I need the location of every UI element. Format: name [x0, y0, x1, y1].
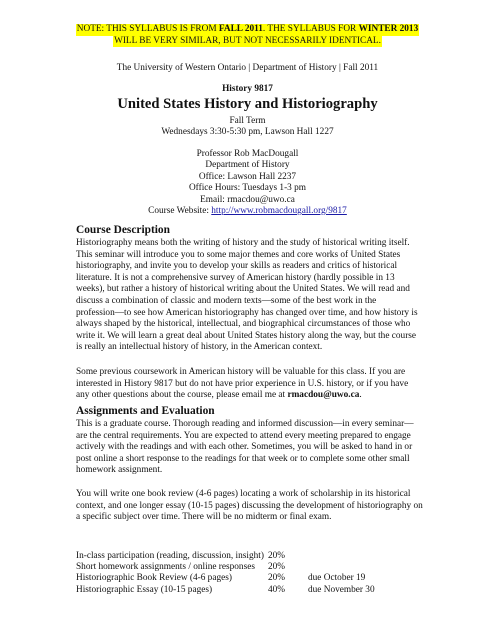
- paragraph-line: Some previous coursework in American history will be valuable for this class. If you are: [76, 367, 406, 377]
- paragraph-line: This seminar will introduce you to some major themes and core works of United States: [76, 249, 401, 260]
- instructor-email: Email: rmacdou@uwo.ca: [200, 194, 295, 205]
- grading-item-label: In-class participation (reading, discussion, insight): [76, 551, 264, 561]
- instructor-office: Office: Lawson Hall 2237: [198, 171, 297, 182]
- notice-text: . THE SYLLABUS FOR: [262, 24, 359, 34]
- paragraph-line: is really an intellectual history of history, in the American context.: [76, 342, 323, 353]
- paragraph-line: literature. It is not a comprehensive survey of American history (hardly possible in 13: [76, 272, 395, 283]
- paragraph-line: post online a short response to the readings for that week or to complete some other small: [76, 453, 410, 464]
- paragraph-line: historiography, and invite you to develop your skills as readers and critics of historical: [76, 261, 398, 272]
- instructor-hours: Office Hours: Tuesdays 1-3 pm: [188, 183, 307, 194]
- notice-term-winter: WINTER 2013: [358, 24, 419, 34]
- grading-item-label: Historiographic Essay (10-15 pages): [76, 584, 213, 595]
- notice-term-fall: FALL 2011: [218, 24, 263, 34]
- course-description-heading: Course Description: [76, 224, 170, 236]
- paragraph-line: Historiography means both the writing of history and the study of historical writing itself.: [76, 238, 410, 248]
- instructor-department: Department of History: [205, 160, 290, 171]
- course-meta: [0, 116, 495, 138]
- notice-line-2: WILL BE VERY SIMILAR, BUT NOT NECESSARILY IDENTICAL.: [114, 35, 381, 46]
- course-term: Fall Term: [229, 116, 266, 126]
- grading-item-weight: 20%: [268, 562, 286, 573]
- assignments-writing-paragraph: [76, 489, 431, 524]
- paragraph-line: actively with the readings and with each other. Sometimes, you will be asked to hand in or: [76, 442, 413, 453]
- paragraph-line: profession—to see how American historiography has changed over time, and how history is: [76, 307, 418, 318]
- course-schedule: Wednesdays 3:30-5:30 pm, Lawson Hall 1227: [161, 127, 334, 137]
- paragraph-line: homework assignment.: [76, 465, 163, 476]
- paragraph-text: any other questions about the course, please email me at: [76, 390, 288, 401]
- assignments-paragraph: [76, 419, 431, 477]
- instructor-info: [0, 149, 495, 217]
- paragraph-line: weeks), but rather a history of historical writing about the United States. We will read and: [76, 284, 410, 295]
- paragraph-line: discuss a combination of classic and modern texts—some of the best work in the: [76, 295, 377, 306]
- paragraph-line: context, and one longer essay (10-15 pages) discussing the development of historiography on: [76, 500, 423, 511]
- paragraph-line: write it. We will learn a great deal about United States history along the way, but the course: [76, 330, 417, 341]
- grading-item-weight: 20%: [268, 573, 286, 584]
- grading-item-label: Short homework assignments / online responses: [76, 562, 255, 573]
- paragraph-line: [76, 390, 431, 402]
- grading-item-due: due November 30: [308, 584, 375, 595]
- grading-item-due: due October 19: [308, 573, 366, 584]
- paragraph-line: are the central requirements. You are expected to attend every meeting prepared to engage: [76, 430, 411, 441]
- paragraph-line: You will write one book review (4-6 pages) locating a work of scholarship in its historical: [76, 489, 411, 499]
- course-website-link[interactable]: http://www.robmacdougall.org/9817: [211, 206, 347, 217]
- contact-email: rmacdou@uwo.ca: [287, 390, 360, 401]
- paragraph-line: This is a graduate course. Thorough reading and informed discussion—in every seminar—: [76, 419, 414, 429]
- assignments-heading: Assignments and Evaluation: [76, 405, 215, 417]
- notice-text: NOTE: THIS SYLLABUS IS FROM: [76, 24, 219, 34]
- grading-item-weight: 40%: [268, 584, 286, 595]
- course-title: United States History and Historiography: [117, 96, 378, 112]
- course-website: [0, 206, 495, 217]
- paragraph-line: interested in History 9817 but do not have prior experience in U.S. history, or if you have: [76, 378, 409, 389]
- grading-item-label: Historiographic Book Review (4-6 pages): [76, 573, 232, 584]
- syllabus-notice: [0, 24, 495, 47]
- paragraph-line: a specific subject over time. There will be no midterm or final exam.: [76, 512, 332, 523]
- course-website-label: Course Website:: [148, 206, 212, 217]
- course-prereq-paragraph: [76, 367, 431, 402]
- affiliation-line: The University of Western Ontario | Department of History | Fall 2011: [116, 63, 379, 73]
- paragraph-text: .: [359, 390, 362, 401]
- notice-line-1: [76, 24, 419, 36]
- grading-item-weight: 20%: [268, 551, 286, 561]
- instructor-name: Professor Rob MacDougall: [196, 149, 299, 159]
- course-description-paragraph: [76, 238, 431, 354]
- paragraph-line: always shaped by the historical, intellectual, and biographical circumstances of those who: [76, 319, 411, 330]
- course-number: History 9817: [222, 84, 273, 94]
